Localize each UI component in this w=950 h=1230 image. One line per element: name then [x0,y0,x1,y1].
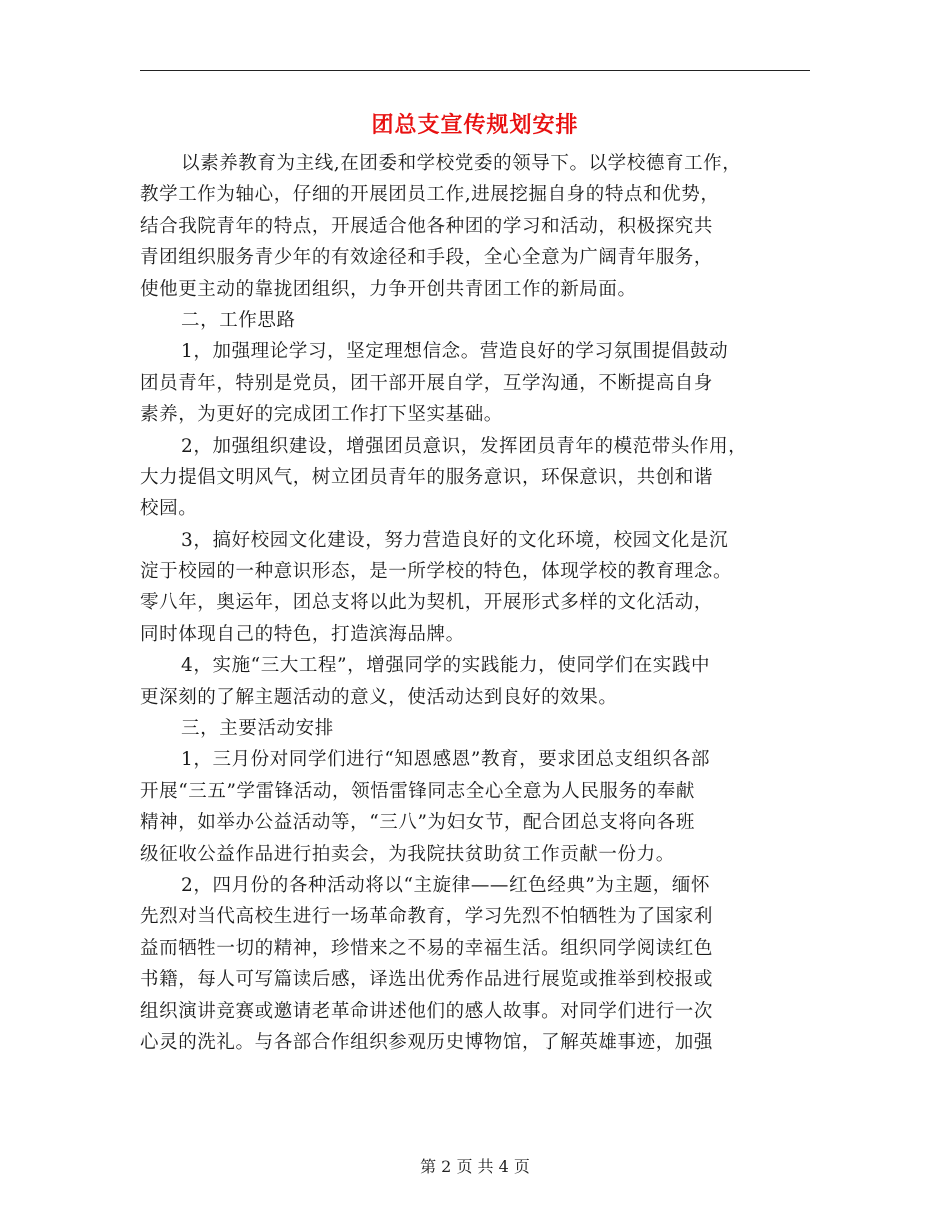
text-line: 级征收公益作品进行拍卖会，为我院扶贫助贫工作贡献一份力。 [140,843,675,865]
text-line: 青团组织服务青少年的有效途径和手段，全心全意为广阔青年服务， [140,247,714,269]
page-number: 第 2 页 共 4 页 [420,1157,530,1176]
text-line: 1，加强理论学习，坚定理想信念。营造良好的学习氛围提倡鼓动 [181,341,729,363]
text-line: 三，主要活动安排 [181,718,334,740]
text-line: 开展“三五”学雷锋活动，领悟雷锋同志全心全意为人民服务的奉献 [140,780,695,802]
text-line: 素养，为更好的完成团工作打下坚实基础。 [140,404,503,426]
text-line: 淀于校园的一种意识形态，是一所学校的特色，体现学校的教育理念。 [140,561,733,583]
text-line: 使他更主动的靠拢团组织，力争开创共青团工作的新局面。 [140,278,637,300]
text-line: 组织演讲竞赛或邀请老革命讲述他们的感人故事。对同学们进行一次 [140,1000,714,1022]
text-line: 大力提倡文明风气，树立团员青年的服务意识，环保意识，共创和谐 [140,466,714,488]
text-line: 1，三月份对同学们进行“知恩感恩”教育，要求团总支组织各部 [181,749,711,771]
text-line: 3，搞好校园文化建设，努力营造良好的文化环境，校园文化是沉 [181,529,729,551]
header-rule [140,70,810,71]
text-line: 2，加强组织建设，增强团员意识，发挥团员青年的模范带头作用， [181,435,748,457]
text-line: 校园。 [140,498,198,520]
text-line: 教学工作为轴心，仔细的开展团员工作,进展挖掘自身的特点和优势， [140,184,720,206]
text-line: 同时体现自己的特色，打造滨海品牌。 [140,623,465,645]
text-line: 益而牺牲一切的精神，珍惜来之不易的幸福生活。组织同学阅读红色 [140,937,714,959]
text-line: 二，工作思路 [181,309,296,331]
text-line: 零八年，奥运年，团总支将以此为契机，开展形式多样的文化活动， [140,592,714,614]
text-line: 2，四月份的各种活动将以“主旋律——红色经典”为主题，缅怀 [181,874,711,896]
document-body [140,148,810,1058]
text-line: 心灵的洗礼。与各部合作组织参观历史博物馆，了解英雄事迹，加强 [140,1031,714,1053]
text-line: 4，实施“三大工程”，增强同学的实践能力，使同学们在实践中 [181,655,711,677]
text-line: 先烈对当代高校生进行一场革命教育，学习先烈不怕牺牲为了国家利 [140,906,714,928]
text-line: 精神，如举办公益活动等，“三八”为妇女节，配合团总支将向各班 [140,812,695,834]
text-line: 书籍，每人可写篇读后感，译选出优秀作品进行展览或推举到校报或 [140,969,714,991]
document-title: 团总支宣传规划安排 [371,112,579,138]
text-line: 结合我院青年的特点，开展适合他各种团的学习和活动，积极探究共 [140,215,714,237]
text-line: 团员青年，特别是党员，团干部开展自学，互学沟通，不断提高自身 [140,372,714,394]
text-line: 更深刻的了解主题活动的意义，使活动达到良好的效果。 [140,686,618,708]
text-line: 以素养教育为主线,在团委和学校党委的领导下。以学校德育工作， [181,153,742,174]
